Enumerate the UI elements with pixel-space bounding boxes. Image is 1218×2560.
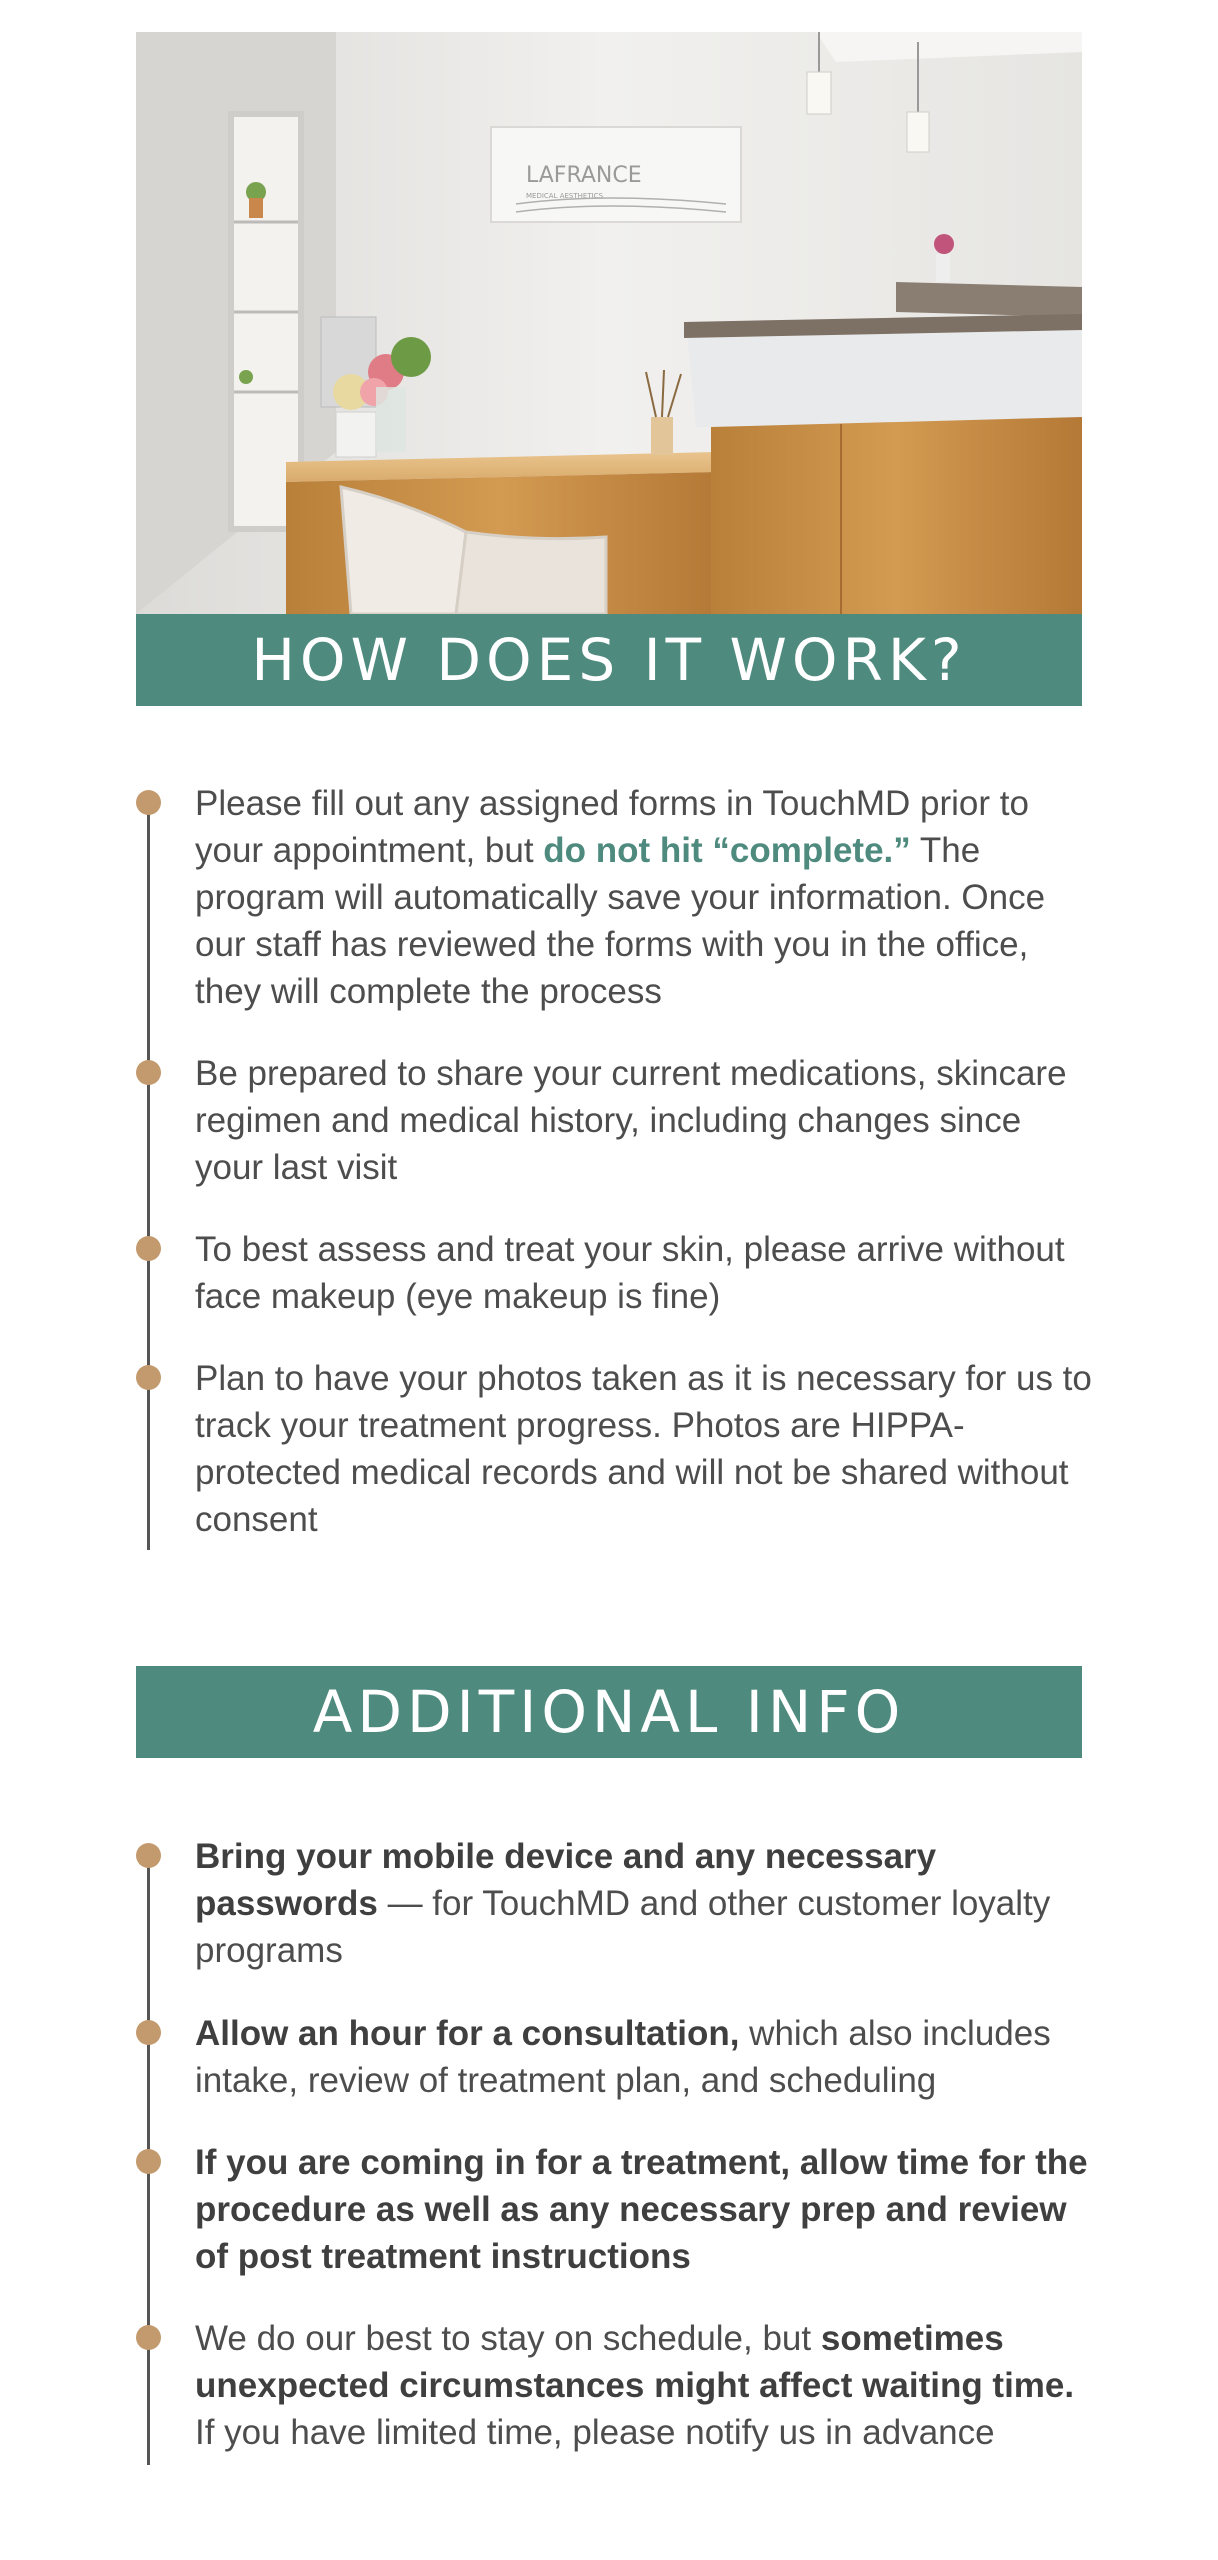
reception-illustration (136, 32, 1082, 614)
bullet-dot (136, 1236, 161, 1261)
sign-logo: LAFRANCE (526, 163, 642, 188)
sign-subtitle: MEDICAL AESTHETICS (526, 192, 604, 200)
item-text: To best assess and treat your skin, please arrive without face makeup (eye makeup is fine) (195, 1230, 1065, 1316)
item-text: Bring your mobile device and any necessary passwords — for TouchMD and other customer loyalty programs (195, 1837, 1051, 1970)
additional-info-heading: ADDITIONAL INFO (136, 1666, 1082, 1758)
how-it-works-heading: HOW DOES IT WORK? (136, 614, 1082, 706)
item-text: Please fill out any assigned forms in TouchMD prior to your appointment, but do not hit “complete.” The program will automatically save your information. Once our staff has reviewed the forms with you in the office, they will complete the process (195, 784, 1046, 1011)
item-text: Allow an hour for a consultation, which also includes intake, review of treatment plan, and scheduling (195, 2014, 1051, 2100)
bullet-dot (136, 1843, 161, 1868)
bullet-dot (136, 2149, 161, 2174)
additional-info-list (136, 1833, 1096, 2453)
bullet-dot (136, 790, 161, 815)
item-text: Plan to have your photos taken as it is necessary for us to track your treatment progress. Photos are HIPPA-protected medical records and will not be shared without consent (195, 1359, 1092, 1539)
item-text: If you are coming in for a treatment, allow time for the procedure as well as any necessary prep and review of post treatment instructions (195, 2143, 1088, 2276)
bullet-dot (136, 1365, 161, 1390)
timeline-line (147, 800, 150, 1550)
item-text: Be prepared to share your current medications, skincare regimen and medical history, including changes since your last visit (195, 1054, 1067, 1187)
reception-photo (136, 32, 1082, 614)
bullet-dot (136, 1060, 161, 1085)
how-it-works-list (136, 780, 1096, 1539)
item-text: We do our best to stay on schedule, but sometimes unexpected circumstances might affect waiting time. If you have limited time, please notify us in advance (195, 2319, 1075, 2452)
bullet-dot (136, 2325, 161, 2350)
bullet-dot (136, 2020, 161, 2045)
do-not-complete-emphasis: do not hit “complete.” (543, 831, 911, 870)
